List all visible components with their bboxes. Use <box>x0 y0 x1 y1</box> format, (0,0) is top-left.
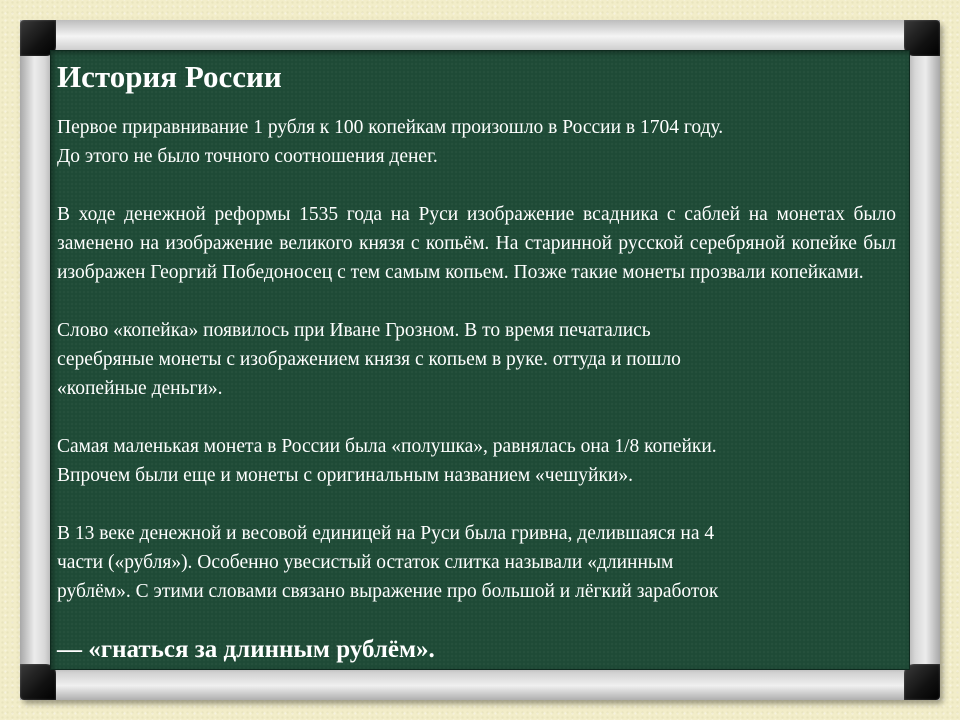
paragraph-line: «копейные деньги». <box>57 378 223 399</box>
paragraph-line: До этого не было точного соотношения денег. <box>57 146 438 167</box>
paragraph-line: Впрочем были еще и монеты с оригинальным названием «чешуйки». <box>57 465 633 486</box>
paragraph-line: рублём». С этими словами связано выражение про большой и лёгкий заработок <box>57 581 719 602</box>
paragraph-line: Первое приравнивание 1 рубля к 100 копейкам произошло в России в 1704 году. <box>57 117 724 138</box>
slide-conclusion: — «гнаться за длинным рублём». <box>57 636 435 663</box>
paragraph-word-kopeck <box>57 316 896 403</box>
paragraph-reform-1535: В ходе денежной реформы 1535 года на Руси изображение всадника с саблей на монетах было заменено на изображение великого князя с копьём. На старинной русской серебряной копейке был изображен Георгий Победоносец с тем самым копьем. Позже такие монеты прозвали копейками. <box>57 204 896 283</box>
slide-title: История России <box>57 59 282 94</box>
paragraph-line: Самая маленькая монета в России была «полушка», равнялась она 1/8 копейки. <box>57 436 717 457</box>
paragraph-line: Слово «копейка» появилось при Иване Грозном. В то время печатались <box>57 320 651 341</box>
slide-body <box>57 113 896 606</box>
paragraph-grivna <box>57 519 896 606</box>
paragraph-line: В 13 веке денежной и весовой единицей на Руси была гривна, делившаяся на 4 <box>57 523 715 544</box>
paragraph-ruble-kopeck <box>57 113 896 171</box>
chalkboard <box>50 50 910 670</box>
paragraph-polushka <box>57 432 896 490</box>
paragraph-line: серебряные монеты с изображением князя с копьем в руке. оттуда и пошло <box>57 349 681 370</box>
paragraph-line: части («рубля»). Особенно увесистый остаток слитка называли «длинным <box>57 552 674 573</box>
